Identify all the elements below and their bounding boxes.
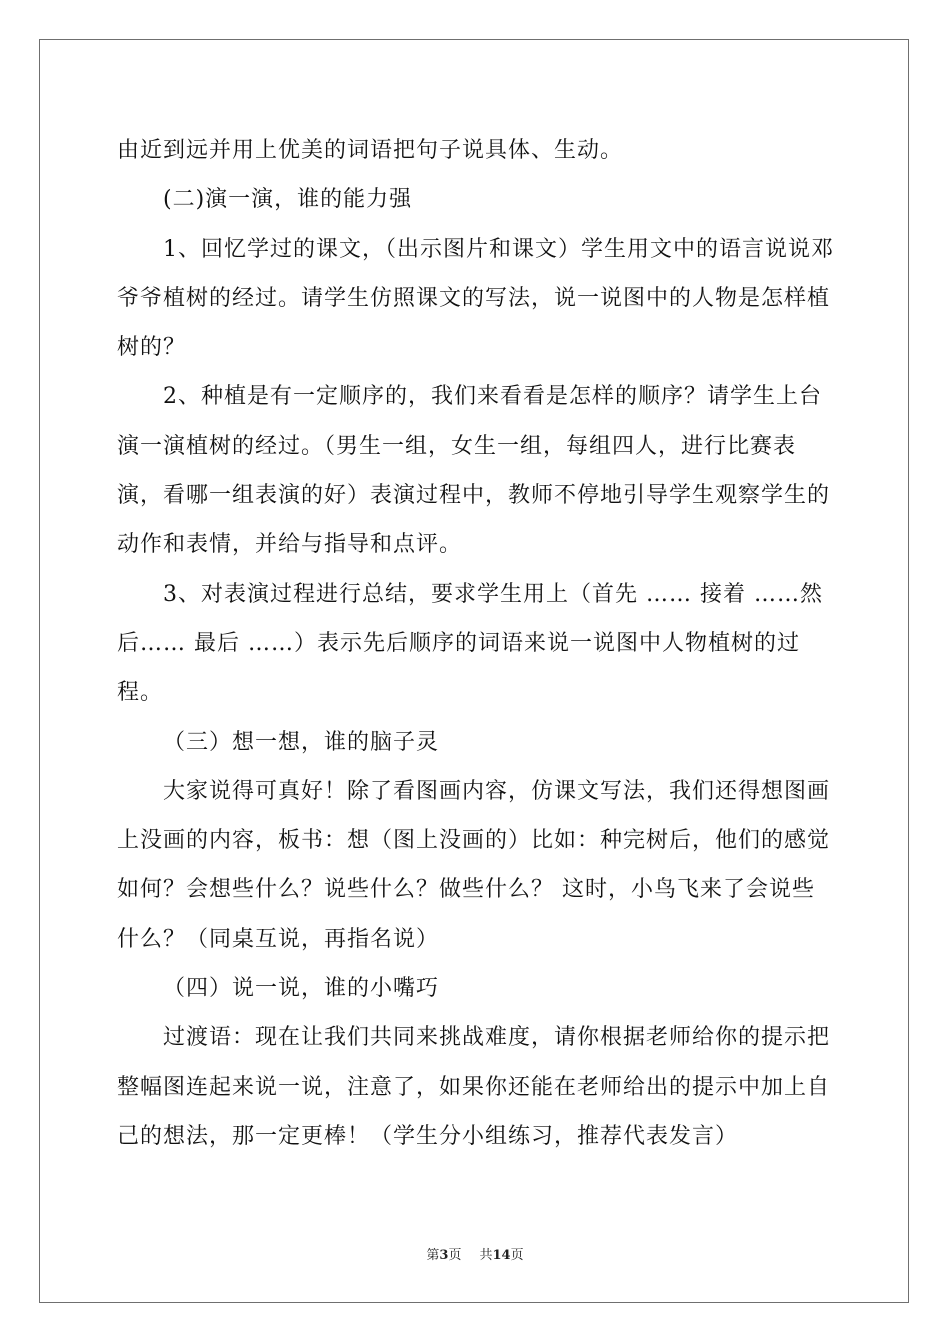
total-suffix: 页 [510,1248,524,1263]
paragraph-9: 过渡语：现在让我们共同来挑战难度，请你根据老师给你的提示把整幅图连起来说一说，注意了，如果你还能在老师给出的提示中加上自己的想法，那一定更棒！（学生分小组练习，推荐代表发言） [117,1025,831,1149]
total-prefix: 共 [479,1248,493,1263]
paragraph-4: 2、种植是有一定顺序的，我们来看看是怎样的顺序？请学生上台演一演植树的经过。（男生一组，女生一组，每组四人，进行比赛表演，看哪一组表演的好）表演过程中，教师不停地引导学生观察学生的动作和表情，并给与指导和点评。 [117,384,831,558]
section-heading-2: (二)演一演，谁的能力强 [163,187,413,213]
section-heading-3: （三）想一想，谁的脑子灵 [163,729,440,755]
section-heading-4: （四）说一说，谁的小嘴巧 [163,976,440,1002]
total-pages: 14 [492,1248,511,1263]
paragraph-3: 1、回忆学过的课文，（出示图片和课文）学生用文中的语言说说邓爷爷植树的经过。请学生仿照课文的写法，说一说图中的人物是怎样植树的？ [117,236,834,361]
page-suffix: 页 [448,1248,462,1263]
page-prefix: 第 [426,1248,440,1263]
page-number: 3 [439,1248,449,1263]
document-body [117,126,837,1161]
paragraph-1: 由近到远并用上优美的词语把句子说具体、生动。 [117,138,624,163]
paragraph-7: 大家说得可真好！除了看图画内容，仿课文写法，我们还得想图画上没画的内容，板书：想（图上没画的）比如：种完树后，他们的感觉如何？会想些什么？说些什么？做些什么？ 这时，小鸟飞来了会说些什么？（同桌互说，再指名说） [117,778,831,952]
page-footer [0,1247,950,1265]
paragraph-5: 3、对表演过程进行总结，要求学生用上（首先 …… 接着 ……然后…… 最后 ……）表示先后顺序的词语来说一说图中人物植树的过程。 [117,581,823,706]
